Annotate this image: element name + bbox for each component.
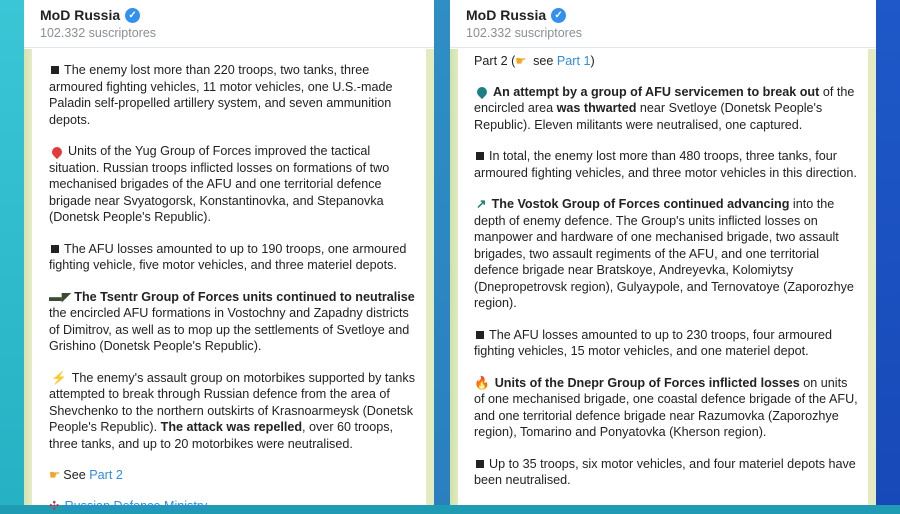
paragraph-text: Units of the Yug Group of Forces improved the tactical situation. Russian troops inflicted losses on formations of two mechanised brigades of the AFU and one territorial defence brigade near Svyatogorsk, Konstantinovka, and Stepanovka (Donetsk People's Republic).: [49, 144, 389, 224]
message-paragraph: [49, 62, 416, 128]
message-paragraph: [474, 375, 860, 441]
paragraph-bold-text: was thwarted: [557, 101, 637, 115]
subscriber-count: 102.332 suscriptores: [466, 26, 582, 40]
message-paragraph: [474, 196, 860, 312]
paragraph-bold-text: The Tsentr Group of Forces units continued to neutralise: [74, 290, 415, 304]
paragraph-text: Up to 35 troops, six motor vehicles, and four materiel depots have been neutralised.: [474, 457, 856, 488]
red-pin-icon: [50, 145, 64, 159]
message-bubble[interactable]: [32, 49, 426, 505]
paragraph-bold-text: Units of the Dnepr Group of Forces inflicted losses: [495, 376, 800, 390]
lightning-icon: ⚡: [51, 371, 67, 385]
paragraph-text: on units of one mechanised brigade, one coastal defence brigade of the AFU, and one territorial defence brigade near Razumovka (Zaporozhye region), Tomarino and Ponyatovka (Kherson region).: [474, 376, 858, 440]
background-left: [0, 0, 24, 505]
paragraph-text: The enemy's assault group on motorbikes supported by tanks attempted to break through Russian defence from the area of Shevchenko to the northern outskirts of Krasnoarmeysk (Donetsk People's Republic).: [49, 371, 415, 435]
background-divider: [434, 0, 450, 505]
message-paragraph: [49, 370, 416, 453]
paragraph-text: of the encircled area: [474, 85, 854, 116]
message-feed[interactable]: [450, 49, 876, 505]
rifle-icon: ▬◤: [49, 290, 71, 304]
channel-header[interactable]: [450, 0, 876, 48]
black-square-icon: [51, 245, 59, 253]
see-label: see: [530, 54, 557, 68]
message-paragraph: [474, 84, 860, 134]
message-paragraph: [474, 148, 860, 181]
part-header: [474, 53, 860, 70]
emblem-icon: ✣: [49, 499, 60, 513]
message-paragraph: [474, 327, 860, 360]
channel-panel-right: [450, 0, 876, 505]
ministry-link[interactable]: Russian Defence Ministry: [65, 499, 208, 513]
black-square-icon: [476, 331, 484, 339]
channel-title[interactable]: [40, 7, 140, 23]
message-feed[interactable]: [24, 49, 434, 505]
part-label: Part 2 (: [474, 54, 515, 68]
chat-background-strip: [24, 49, 32, 505]
chat-background-strip: [868, 49, 876, 505]
verified-icon: ✓: [551, 8, 566, 23]
paragraph-text: near Svetloye (Donetsk People's Republic). Eleven militants were neutralised, one captured.: [474, 101, 822, 132]
fire-icon: 🔥: [474, 376, 490, 390]
channel-header[interactable]: [24, 0, 434, 48]
part-1-link[interactable]: Part 1: [557, 54, 591, 68]
subscriber-count: 102.332 suscriptores: [40, 26, 156, 40]
message-paragraph: [49, 241, 416, 274]
background-right: [876, 0, 900, 505]
black-square-icon: [51, 66, 59, 74]
channel-name[interactable]: MoD Russia: [40, 7, 120, 23]
pointing-hand-icon: ☛: [515, 54, 526, 68]
paragraph-bold-text: The attack was repelled: [161, 420, 302, 434]
chat-background-strip: [426, 49, 434, 505]
paragraph-text: The AFU losses amounted to up to 230 troops, four armoured fighting vehicles, 15 motor vehicles, and one materiel depot.: [474, 328, 832, 359]
chat-background-strip: [450, 49, 458, 505]
part-close: ): [591, 54, 595, 68]
paragraph-text: The enemy lost more than 220 troops, two tanks, three armoured fighting vehicles, 11 motor vehicles, one U.S.-made Paladin self-propelled artillery system, and seven ammunition depots.: [49, 63, 392, 127]
channel-title[interactable]: [466, 7, 566, 23]
paragraph-bold-text: The Vostok Group of Forces continued advancing: [492, 197, 790, 211]
paragraph-text: In total, the enemy lost more than 480 troops, three tanks, four armoured fighting vehicles, and three motor vehicles in this direction.: [474, 149, 857, 180]
up-right-arrow-icon: ↗: [476, 197, 487, 211]
paragraph-text: , over 60 troops, three tanks, and up to 20 motorbikes were neutralised.: [49, 420, 393, 451]
see-part-line: [49, 467, 416, 484]
message-paragraph: [49, 289, 416, 355]
paragraph-text: into the depth of enemy defence. The Group's units inflicted losses on manpower and hardware of one mechanised brigade, two assault brigades, two assault regiments of the AFU, and one territorial defence brigade near Bratskoye, Andreyevka, Kolomiytsy (Dnepropetrovsk region), Gulyaypole, and Ternovatoye (Zaporozhye region).: [474, 197, 854, 310]
message-paragraph: [49, 143, 416, 226]
message-paragraph: [474, 456, 860, 489]
see-label: See: [63, 468, 89, 482]
pointing-hand-icon: ☛: [49, 468, 60, 482]
footer-line: [49, 498, 416, 514]
verified-icon: ✓: [125, 8, 140, 23]
paragraph-text: the encircled AFU formations in Vostochny and Zapadny districts of Dimitrov, as well as to mop up the settlements of Svetloye and Grishino (Donetsk People's Republic).: [49, 306, 409, 353]
black-square-icon: [476, 152, 484, 160]
paragraph-bold-text: An attempt by a group of AFU servicemen to break out: [493, 85, 819, 99]
black-square-icon: [476, 460, 484, 468]
channel-name[interactable]: MoD Russia: [466, 7, 546, 23]
channel-panel-left: [24, 0, 434, 505]
paragraph-text: The AFU losses amounted to up to 190 troops, one armoured fighting vehicle, five motor vehicles, and three materiel depots.: [49, 242, 406, 273]
teal-pin-icon: [475, 85, 489, 99]
part-2-link[interactable]: Part 2: [89, 468, 123, 482]
message-bubble[interactable]: [458, 49, 868, 505]
